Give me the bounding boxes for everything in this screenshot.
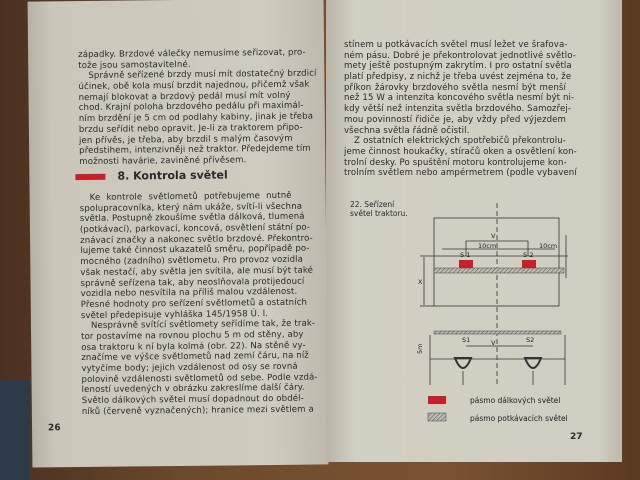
text-line: ném pásu. Dobré je překontrolovat jednotlivé světlo- xyxy=(344,50,576,61)
caption-line: světel traktoru. xyxy=(350,209,408,218)
text-line: nemají blokovat a brzdový pedál musí mít volný xyxy=(78,90,291,103)
text-line: stínem u potkávacích světel musí ležet ve šrafova- xyxy=(344,40,568,50)
text-line: kdy větší než intenzita světla brzdového. Samozřej- xyxy=(344,104,572,115)
text-line: chod. Krajní poloha brzdového pedálu při maximál- xyxy=(78,101,304,114)
text-line: Přesné hodnoty pro seřízení světlometů a ostatních xyxy=(80,297,308,310)
text-line: mety ještě postupným zakrytím. I pro ostatní světla xyxy=(344,61,572,72)
headlight-s1 xyxy=(455,358,471,368)
label-5m: 5m xyxy=(416,343,424,354)
legend-label: pásmo potkávacích světel xyxy=(470,414,568,423)
text-line: níků (červeně vyznačených); hranice mezi světlem a xyxy=(81,404,314,417)
text-line: Z ostatních elektrických spotřebičů překontrolu- xyxy=(354,136,566,147)
text-line: mou povinností řidiče je, aby vždy před výjezdem xyxy=(344,114,566,125)
page-number: 26 xyxy=(47,423,61,434)
text-line: trolní desky. Po spuštění motoru kontrolujeme kon- xyxy=(344,157,567,168)
text-line: Správně seřízené brzdy musí mít dostatečný brzdicí xyxy=(88,68,317,82)
heading-text: 8. Kontrola světel xyxy=(117,168,228,183)
text-line: příkon žárovky brzdového světla nesmí být menší xyxy=(344,82,566,93)
text-line: tor postavíme na rovnou plochu 5 m od stěny, aby xyxy=(81,329,304,342)
high-beam-zone-s1 xyxy=(459,260,473,268)
text-line: ním brzdění je 5 cm od podlahy kabiny, jinak je třeba xyxy=(78,111,314,125)
label-v: V xyxy=(491,339,496,347)
text-line: brzdu seřídit nebo opravit. Je-li za traktorem připo- xyxy=(78,122,303,135)
text-line: znávací značky a nakonec světlo brzdové. Překontro- xyxy=(80,233,313,246)
text-line: účinek, obě kola musí brzdit najednou, přičemž však xyxy=(78,79,310,93)
text-line: jeme činnost houkačky, stíračů oken a osvětlení kon- xyxy=(344,146,577,157)
text-line: světel předepisuje vyhláška 145/1958 Ú. l. xyxy=(80,308,269,321)
text-line: vozidla nebo nesvítila na příliš malou vzdálenost. xyxy=(80,286,298,300)
legend-swatch-low-beam xyxy=(428,413,446,421)
high-beam-zone-s2 xyxy=(522,260,536,268)
label-s2: S 2 xyxy=(523,251,534,259)
text-line: osa traktoru k ní byla kolmá (obr. 22). Na stěně vy- xyxy=(81,340,306,353)
text-line: než 15 W a intenzita koncového světla nesmí být ni- xyxy=(344,93,575,104)
text-line: trolním světlem nebo ampérmetrem (podle vybavení xyxy=(344,168,577,179)
text-line: předstihem, intenzivněji než traktor. Předejdeme tím xyxy=(79,143,311,157)
headlight-s2 xyxy=(525,358,541,368)
label-10cm: 10cm xyxy=(478,242,497,250)
text-line: jen přívěs, je třeba, aby brzdil s malým časovým xyxy=(78,133,293,146)
page-number: 27 xyxy=(570,432,583,442)
text-line: všechna světla řádně očistil. xyxy=(344,125,470,136)
label-s2: S2 xyxy=(526,336,535,344)
text-line: tože jsou samostavitelné. xyxy=(78,59,191,71)
label-s1: S1 xyxy=(462,336,471,344)
label-v: V xyxy=(491,232,496,240)
text-line: Ke kontrole světlometů potřebujeme nutně xyxy=(89,190,292,203)
text-line: leností uvedených v obrázku zakreslíme další čáry. xyxy=(81,383,305,396)
text-line: značíme ve výšce světlometů nad zemí čáru, na níž xyxy=(81,350,309,364)
label-s1: S 1 xyxy=(460,251,471,259)
text-line: vytyčíme body; jejich vzdálenost od osy se rovná xyxy=(81,361,298,375)
text-line: Nesprávně svítící světlomety seřídíme tak, že trak- xyxy=(90,318,316,332)
low-beam-band xyxy=(434,268,564,273)
text-line: lujeme také činnost ukazatelů směru, popřípadě po- xyxy=(80,244,310,257)
label-x: X xyxy=(418,278,423,286)
wall-section xyxy=(434,331,561,334)
legend-swatch-high-beam xyxy=(428,396,446,404)
text-line: možnosti havárie, zaviněné přívěsem. xyxy=(79,155,247,167)
wall-outline xyxy=(434,218,559,306)
text-line: mocného (zadního) světlometu. Pro provoz vozidla xyxy=(80,254,304,268)
text-line: Světlo dálkových světel musí dopadnout do obdél- xyxy=(81,393,304,407)
text-line: polovině vzdálenosti světlometů od sebe. Podle vzdá- xyxy=(81,372,318,385)
text-line: platí předpisy, z nichž je třeba uvést zejména to, že xyxy=(344,72,572,83)
text-line: však nestačí, aby světla jen svítila, ale musí být také xyxy=(80,265,314,278)
text-line: (potkávací), parkovací, koncová, osvětlení státní po- xyxy=(79,222,311,236)
text-line: světla. Postupně zkoušíme světla dálková, tlumená xyxy=(79,212,305,225)
caption-line: 22. Seřízení xyxy=(350,200,395,209)
label-10cm: 10cm xyxy=(539,242,558,250)
legend-label: pásmo dálkových světel xyxy=(470,396,561,405)
text-line: spolupracovníka, který nám ukáže, svítí-li všechna xyxy=(79,201,303,214)
text-line: západky. Brzdové válečky nemusíme seřizovat, pro- xyxy=(78,47,306,61)
text-line: správně seřízena tak, aby neoslňovala protijedoucí xyxy=(80,276,305,289)
